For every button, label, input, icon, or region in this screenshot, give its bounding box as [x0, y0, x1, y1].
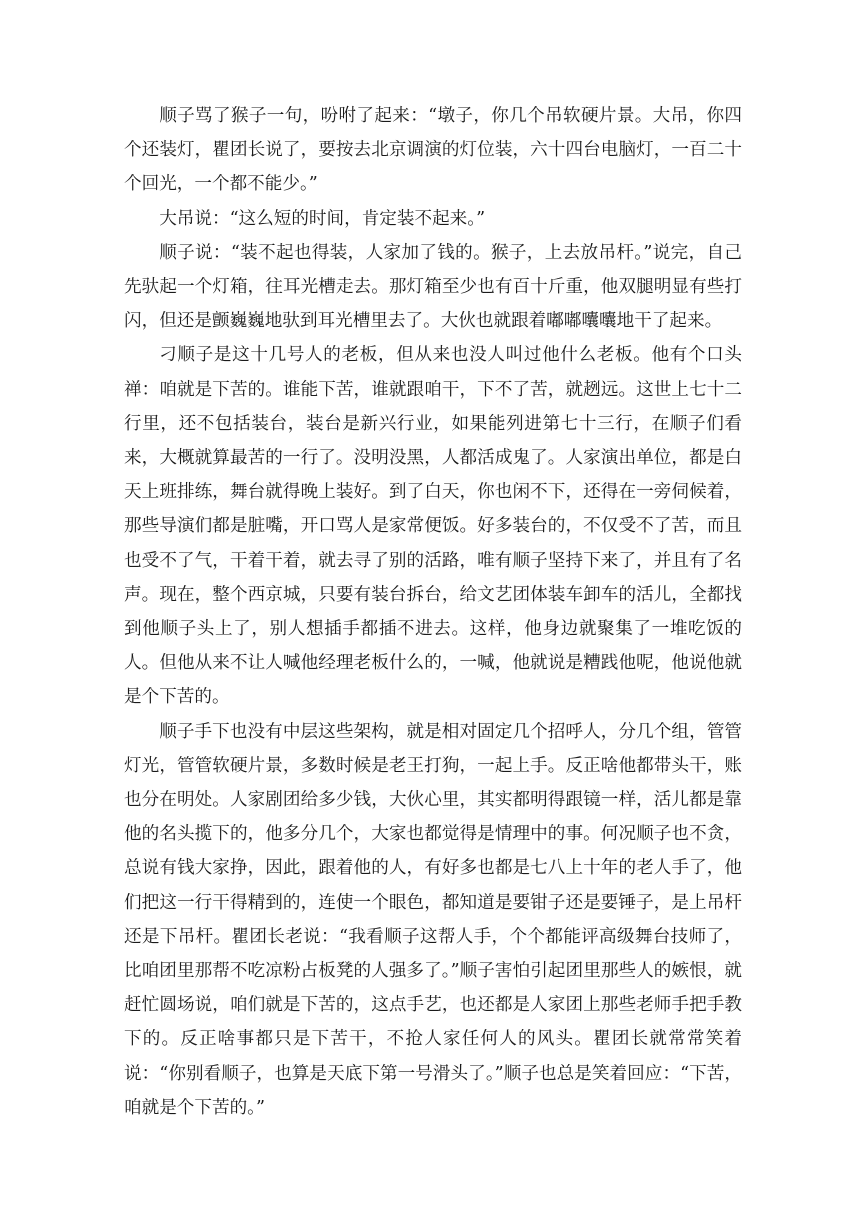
paragraph: 顺子手下也没有中层这些架构，就是相对固定几个招呼人，分几个组，管管灯光，管管软硬片景，多数时候是老王打狗，一起上手。反正啥他都带头干，账也分在明处。人家剧团给多少钱，大伙心里，其实都明得跟镜一样，活儿都是靠他的名头揽下的，他多分几个，大家也都觉得是情理中的事。何况顺子也不贪，总说有钱大家挣，因此，跟着他的人，有好多也都是七八上十年的老人手了，他们把这一行干得精到的，连使一个眼色，都知道是要钳子还是要锤子，是上吊杆还是下吊杆。瞿团长老说：“我看顺子这帮人手，个个都能评高级舞台技师了，比咱团里那帮不吃凉粉占板凳的人强多了。”顺子害怕引起团里那些人的嫉恨，就赶忙圆场说，咱们就是下苦的，这点手艺，也还都是人家团上那些老师手把手教下的。反正啥事都只是下苦干，不抢人家任何人的风头。瞿团长就常常笑着说：“你别看顺子，也算是天底下第一号滑头了。”顺子也总是笑着回应：“下苦，咱就是个下苦的。”	[124, 721, 742, 1118]
paragraph: 顺子骂了猴子一句，吩咐了起来：“墩子，你几个吊软硬片景。大吊，你四个还装灯，瞿团长说了，要按去北京调演的灯位装，六十四台电脑灯，一百二十个回光，一个都不能少。”	[124, 106, 742, 195]
paragraph: 顺子说：“装不起也得装，人家加了钱的。猴子，上去放吊杆。”说完，自己先驮起一个灯箱，往耳光槽走去。那灯箱至少也有百十斤重，他双腿明显有些打闪，但还是颤巍巍地驮到耳光槽里去了。大伙也就跟着嘟嘟囔囔地干了起来。	[124, 242, 742, 332]
body-text	[124, 99, 742, 1125]
paragraph: 刁顺子是这十几号人的老板，但从来也没人叫过他什么老板。他有个口头禅：咱就是下苦的。谁能下苦，谁就跟咱干，下不了苦，就趔远。这世上七十二行里，还不包括装台，装台是新兴行业，如果能列进第七十三行，在顺子们看来，大概就算最苦的一行了。没明没黑，人都活成鬼了。人家演出单位，都是白天上班排练，舞台就得晚上装好。到了白天，你也闲不下，还得在一旁伺候着，那些导演们都是脏嘴，开口骂人是家常便饭。好多装台的，不仅受不了苦，而且也受不了气，干着干着，就去寻了别的活路，唯有顺子坚持下来了，并且有了名声。现在，整个西京城，只要有装台拆台，给文艺团体装车卸车的活儿，全都找到他顺子头上了，别人想插手都插不进去。这样，他身边就聚集了一堆吃饭的人。但他从来不让人喊他经理老板什么的，一喊，他就说是糟践他呢，他说他就是个下苦的。	[124, 345, 742, 708]
paragraph: 大吊说：“这么短的时间，肯定装不起来。”	[159, 208, 486, 229]
